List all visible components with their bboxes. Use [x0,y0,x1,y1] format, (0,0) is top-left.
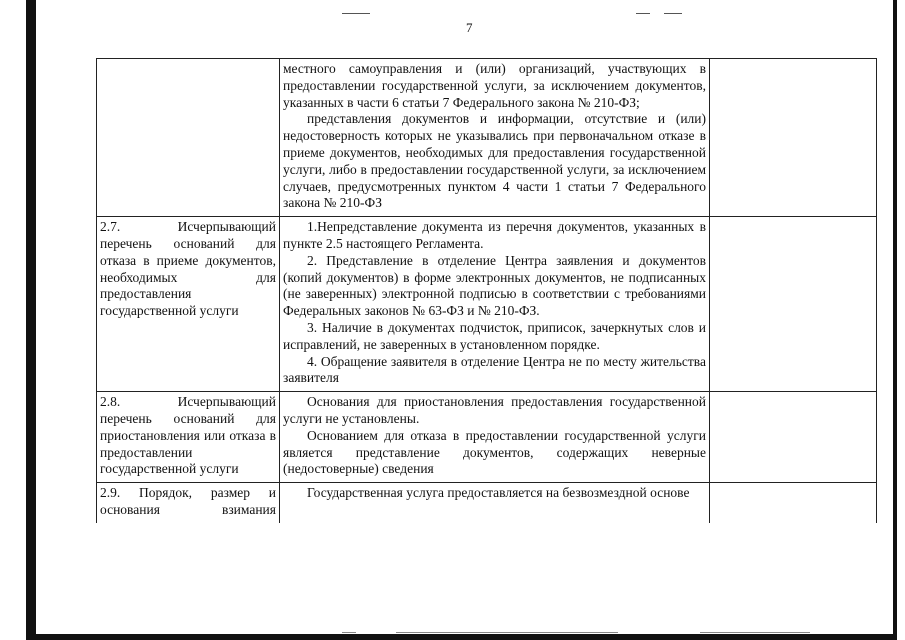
row-name-cell [97,59,280,217]
row-name-cell: 2.9. Порядок, размер и основания взимания [97,483,280,523]
paragraph: представления документов и информации, отсутствие и (или) недостоверность которых не указывались при первоначальном отказе в приеме документов, необходимых для предоставления государственной услуги, либо в предоставлении государственной услуги, за исключением случаев, предусмотренных пунктом 4 части 1 статьи 7 Федерального закона № 210-ФЗ [283,111,706,211]
paragraph: 2. Представление в отделение Центра заявления и документов (копий документов) в форме электронных документов, не подписанных (не заверенных) электронной подписью в соответствии с требованиями Федеральных законов № 63-ФЗ и № 210-ФЗ. [283,252,706,319]
paragraph: 4. Обращение заявителя в отделение Центра не по месту жительства заявителя [283,353,706,386]
paragraph: местного самоуправления и (или) организаций, участвующих в предоставлении государственной услуги, за исключением документов, указанных в части 6 статьи 7 Федерального закона № 210-ФЗ; [283,61,706,110]
table-row [97,392,877,483]
scan-mark [342,632,356,633]
paragraph: Основанием для отказа в предоставлении государственной услуги является представление документов, содержащих неверные (недостоверные) сведения [283,427,706,477]
scan-left-edge [26,0,36,640]
table-row [97,217,877,392]
row-content-cell [280,392,710,483]
scan-right-edge [893,0,897,640]
row-content-cell [280,483,710,523]
table-row [97,59,877,217]
row-empty-cell [710,483,877,523]
scan-mark [396,632,618,633]
row-name-cell: 2.7. Исчерпывающий перечень оснований для отказа в приеме документов, необходимых для предоставления государственной услуги [97,217,280,392]
paragraph: 3. Наличие в документах подчисток, приписок, зачеркнутых слов и исправлений, не заверенных в установленном порядке. [283,319,706,352]
scan-mark [700,632,810,633]
scan-mark [664,13,682,14]
row-name-cell: 2.8. Исчерпывающий перечень оснований для приостановления или отказа в предоставлении государственной услуги [97,392,280,483]
table-row [97,483,877,523]
row-empty-cell [710,392,877,483]
regulation-table [96,58,877,523]
paragraph: Государственная услуга предоставляется на безвозмездной основе [307,485,690,501]
row-content-cell [280,59,710,217]
row-empty-cell [710,217,877,392]
scan-bottom-edge [35,634,897,640]
row-content-cell [280,217,710,392]
paragraph: Основания для приостановления предоставления государственной услуги не установлены. [283,394,706,426]
row-empty-cell [710,59,877,217]
scan-mark [342,13,370,14]
scan-mark [636,13,650,14]
page-number: 7 [466,20,473,35]
paragraph: 1.Непредставление документа из перечня документов, указанных в пункте 2.5 настоящего Регламента. [283,219,706,251]
